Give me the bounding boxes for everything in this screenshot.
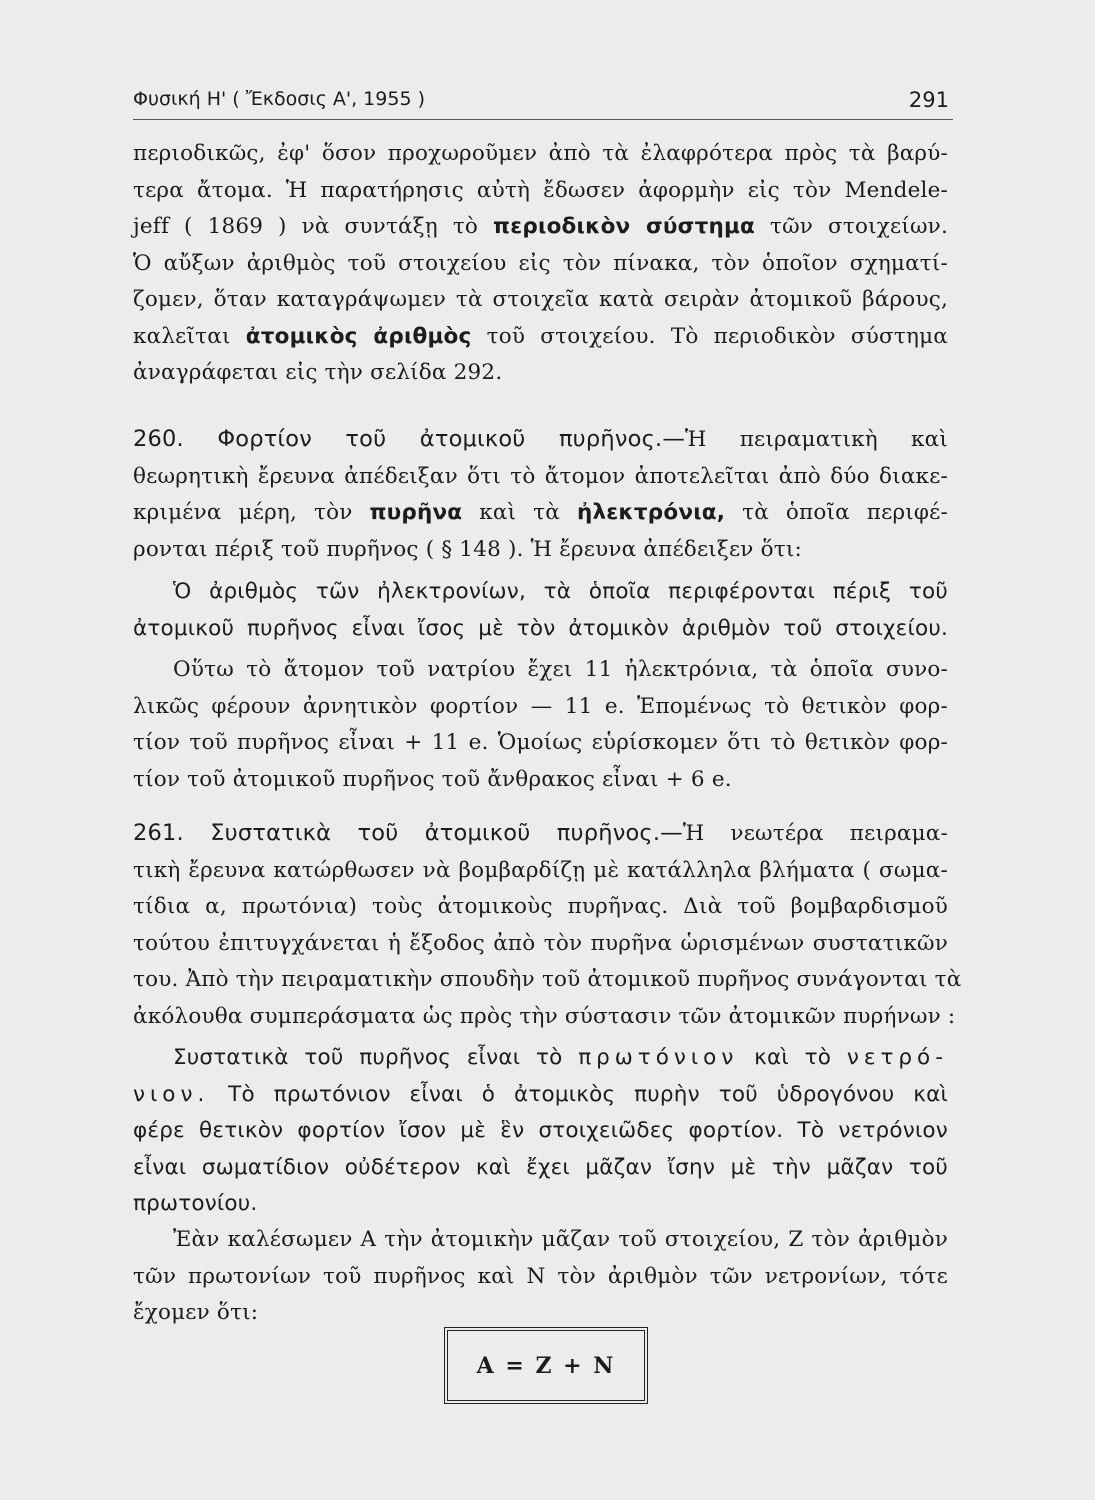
text-line: τῶν πρωτονίων τοῦ πυρῆνος καὶ Ν τὸν ἀριθμὸν τῶν νετρονίων, τότε [133,1263,948,1289]
rule-line: πρωτονίου. [133,1191,258,1216]
page-number: 291 [908,88,949,112]
rule-line [133,1040,948,1077]
text-span: jeff ( 1869 ) νὰ συντάξῃ τὸ [133,214,479,239]
section-260 [133,421,948,568]
text-line: τίον τοῦ πυρῆνος εἶναι + 11 e. Ὁμοίως εὑρίσκομεν ὅτι τὸ θετικὸν φορ- [133,730,948,755]
text-span: τῶν στοιχείων. [769,214,948,239]
text-span: Συστατικὰ τοῦ πυρῆνος εἶναι τὸ [173,1045,563,1070]
spaced-term-neutron: νετρό- [846,1045,948,1070]
section-261 [133,815,962,1035]
rule-line: ἀτομικοῦ πυρῆνος εἶναι ἴσος μὲ τὸν ἀτομικὸν ἀριθμὸν τοῦ στοιχείου. [133,615,948,641]
header-rule [133,119,953,120]
section-260-example [133,652,948,798]
text-span: καλεῖται [133,323,231,349]
spaced-term-proton: πρωτόνιον [578,1045,739,1070]
text-line: περιοδικῶς, ἐφ' ὅσον προχωροῦμεν ἀπὸ τὰ ἐλαφρότερα πρὸς τὰ βαρύ- [133,141,948,166]
section-260-rule [133,574,948,647]
running-title: Φυσική Η' ( Ἔκδοσις Α', 1955 ) [133,88,425,110]
text-line: τούτου ἐπιτυγχάνεται ἡ ἔξοδος ἀπὸ τὸν πυρῆνα ὡρισμένων συστατικῶν [133,930,948,956]
text-line: Οὕτω τὸ ἄτομον τοῦ νατρίου ἔχει 11 ἠλεκτρόνια, τὰ ὁποῖα συνο- [173,657,948,682]
text-span: τοῦ στοιχείου. Τὸ περιοδικὸν σύστημα [486,323,948,349]
text-span: τὰ ὁποῖα περιφέ- [742,500,948,525]
text-line [133,319,948,356]
bold-term-atomic-number: ἀτομικὸς ἀριθμὸς [245,323,472,349]
text-line: θεωρητικὴ ἔρευνα ἀπέδειξαν ὅτι τὸ ἄτομον ἀποτελεῖται ἀπὸ δύο διακε- [133,463,948,489]
section-261-heading: 261. Συστατικὰ τοῦ ἀτομικοῦ πυρῆνος.— [133,820,683,846]
text-line: Ὁ αὔξων ἀριθμὸς τοῦ στοιχείου εἰς τὸν πίνακα, τὸν ὁποῖον σχηματί- [133,250,948,276]
text-span: Τὸ πρωτόνιον εἶναι ὁ ἀτομικὸς πυρὴν τοῦ ὑδρογόνου καὶ [228,1081,948,1107]
text-span: Ἡ νεωτέρα πειραμα- [682,821,948,846]
rule-line: Ὁ ἀριθμὸς τῶν ἠλεκτρονίων, τὰ ὁποῖα περιφέρονται πέριξ τοῦ [173,579,948,604]
text-line [133,209,948,246]
text-line: ἔχομεν ὅτι: [133,1300,259,1325]
text-line: τερα ἄτομα. Ἡ παρατήρησις αὐτὴ ἔδωσεν ἀφορμὴν εἰς τὸν Mendele- [133,177,948,203]
text-line: ἀναγράφεται εἰς τὴν σελίδα 292. [133,360,503,385]
text-line: Ἐὰν καλέσωμεν Α τὴν ἀτομικὴν μᾶζαν τοῦ στοιχείου, Ζ τὸν ἀριθμὸν [173,1227,948,1252]
spaced-term-neutron-end: νιον. [133,1081,210,1107]
text-span: Ἡ πειραματικὴ καὶ [685,427,948,452]
bold-term-electrons: ἠλεκτρόνια, [576,500,726,525]
text-line: τικὴ ἔρευνα κατώρθωσεν νὰ βομβαρδίζῃ μὲ κατάλληλα βλήματα ( σωμα- [133,857,948,883]
text-line: τίδια α, πρωτόνια) τοὺς ἀτομικοὺς πυρῆνας. Διὰ τοῦ βομβαρδισμοῦ [133,894,948,919]
bold-term-periodic-system: περιοδικὸν σύστημα [493,214,756,239]
formula-box [444,1327,648,1404]
text-line [133,495,948,532]
rule-line [133,1077,948,1114]
bold-term-nucleus: πυρῆνα [369,500,463,525]
rule-line: εἶναι σωματίδιον οὐδέτερον καὶ ἔχει μᾶζαν ἴσην μὲ τὴν μᾶζαν τοῦ [133,1154,948,1180]
section-260-heading: 260. Φορτίον τοῦ ἀτομικοῦ πυρῆνος.— [133,426,686,452]
text-line: τίον τοῦ ἀτομικοῦ πυρῆνος τοῦ ἄνθρακος εἶναι + 6 e. [133,766,732,792]
page-header [133,88,953,118]
paragraph-periodic-system [133,136,948,392]
text-line: του. Ἀπὸ τὴν πειραματικὴν σπουδὴν τοῦ ἀτομικοῦ πυρῆνος συνάγονται τὰ [133,967,962,992]
formula-mass-number: A = Z + N [476,1352,616,1379]
text-span: καὶ τὰ [479,500,560,525]
text-span: καὶ τὸ [754,1045,832,1070]
text-line: ἀκόλουθα συμπεράσματα ὡς πρὸς τὴν σύστασιν τῶν ἀτομικῶν πυρήνων : [133,1003,956,1029]
rule-line: φέρε θετικὸν φορτίον ἴσον μὲ ἓν στοιχειῶδες φορτίον. Τὸ νετρόνιον [133,1118,948,1143]
section-261-rule [133,1040,948,1223]
text-line [133,815,948,853]
text-line: ρονται πέριξ τοῦ πυρῆνος ( § 148 ). Ἡ ἔρευνα ἀπέδειξεν ὅτι: [133,536,802,562]
text-line: ζομεν, ὅταν καταγράψωμεν τὰ στοιχεῖα κατὰ σειρὰν ἀτομικοῦ βάρους, [133,287,948,312]
text-span: κριμένα μέρη, τὸν [133,500,353,525]
text-line: λικῶς φέρουν ἀρνητικὸν φορτίον — 11 e. Ἑπομένως τὸ θετικὸν φορ- [133,693,948,719]
section-261-formula-intro [133,1222,948,1332]
text-line [133,421,948,459]
